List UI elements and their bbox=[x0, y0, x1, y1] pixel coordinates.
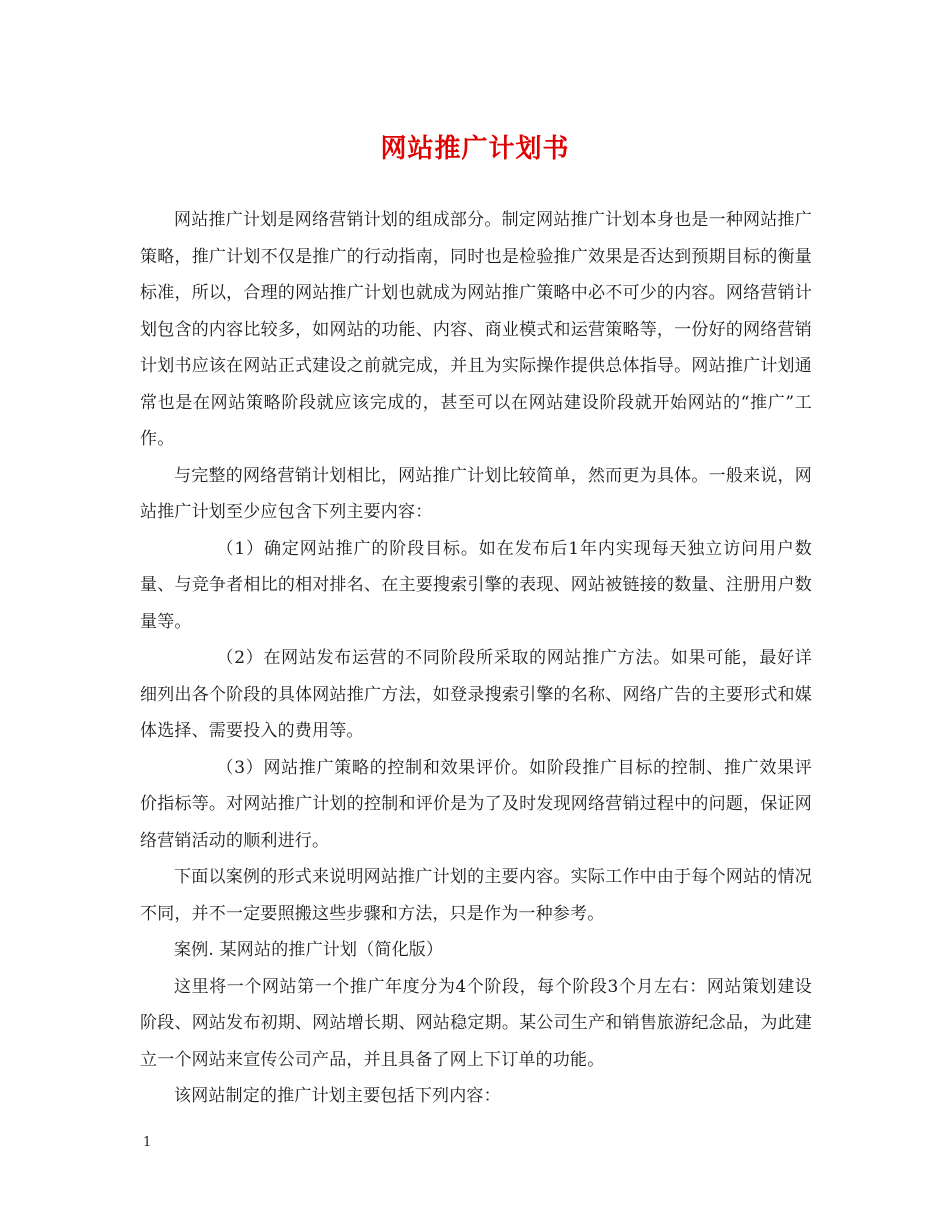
paragraph-case-description: 这里将一个网站第一个推广年度分为4个阶段，每个阶段3个月左右：网站策划建设阶段、网站发布初期、网站增长期、网站稳定期。某公司生产和销售旅游纪念品，为此建立一个网站来宣传公司产品，并且具备了网上下订单的功能。 bbox=[140, 976, 812, 1070]
paragraph-summary: 与完整的网络营销计划相比，网站推广计划比较简单，然而更为具体。一般来说，网站推广计划至少应包含下列主要内容： bbox=[140, 465, 812, 522]
list-item-3: （3）网站推广策略的控制和效果评价。如阶段推广目标的控制、推广效果评价指标等。对网站推广计划的控制和评价是为了及时发现网络营销过程中的问题，保证网络营销活动的顺利进行。 bbox=[140, 757, 812, 851]
document-body bbox=[140, 202, 812, 1115]
list-item-2: （2）在网站发布运营的不同阶段所采取的网站推广方法。如果可能，最好详细列出各个阶段的具体网站推广方法，如登录搜索引擎的名称、网络广告的主要形式和媒体选择、需要投入的费用等。 bbox=[140, 648, 812, 741]
document-title: 网站推广计划书 bbox=[380, 134, 570, 164]
paragraph-intro: 网站推广计划是网络营销计划的组成部分。制定网站推广计划本身也是一种网站推广策略，推广计划不仅是推广的行动指南，同时也是检验推广效果是否达到预期目标的衡量标准，所以，合理的网站推广计划也就成为网站推广策略中必不可少的内容。网络营销计划包含的内容比较多，如网站的功能、内容、商业模式和运营策略等，一份好的网络营销计划书应该在网站正式建设之前就完成，并且为实际操作提供总体指导。网站推广计划通常也是在网站策略阶段就应该完成的，甚至可以在网站建设阶段就开始网站的“推广”工作。 bbox=[140, 210, 812, 449]
paragraph-plan-contents: 该网站制定的推广计划主要包括下列内容： bbox=[174, 1086, 501, 1106]
case-heading: 案例. 某网站的推广计划（简化版） bbox=[174, 940, 444, 960]
page-number: 1 bbox=[143, 1135, 152, 1150]
paragraph-case-intro: 下面以案例的形式来说明网站推广计划的主要内容。实际工作中由于每个网站的情况不同，并不一定要照搬这些步骤和方法，只是作为一种参考。 bbox=[140, 867, 812, 924]
list-item-1: （1）确定网站推广的阶段目标。如在发布后1年内实现每天独立访问用户数量、与竞争者相比的相对排名、在主要搜索引擎的表现、网站被链接的数量、注册用户数量等。 bbox=[140, 538, 812, 632]
